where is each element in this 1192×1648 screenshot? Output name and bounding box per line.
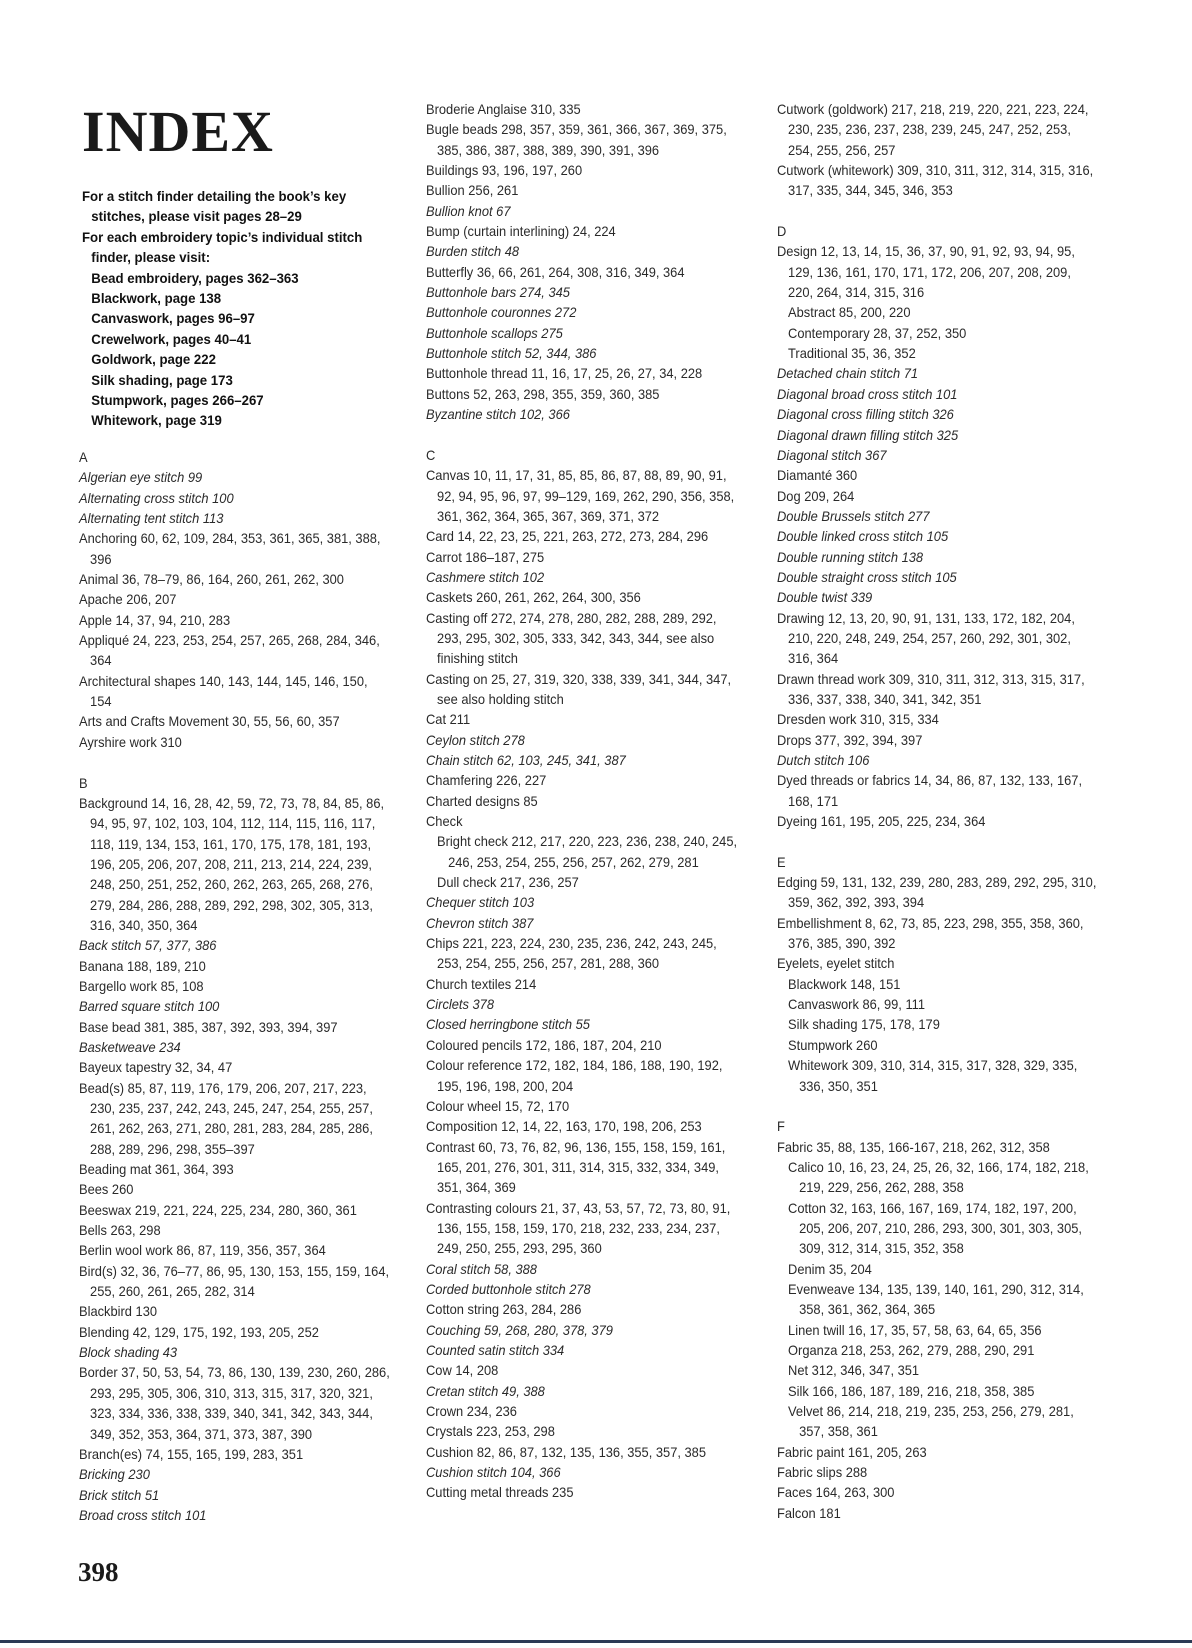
index-entry: Dutch stitch 106 <box>777 752 870 768</box>
finder-line: Whitework, page 319 <box>91 413 222 430</box>
index-entry: Back stitch 57, 377, 386 <box>79 937 217 954</box>
index-subentry: Blackwork 148, 151 <box>788 975 901 992</box>
index-entry: Check <box>426 813 463 830</box>
index-subentry: Whitework 309, 310, 314, 315, 317, 328, 329, 335, 336, 350, 351 <box>788 1057 1078 1094</box>
index-entry: Base bead 381, 385, 387, 392, 393, 394, 397 <box>79 1018 338 1035</box>
index-section <box>777 221 1099 831</box>
index-subentry: Canvaswork 86, 99, 111 <box>788 996 926 1013</box>
finder-line: Goldwork, page 222 <box>91 352 216 369</box>
index-entry: Caskets 260, 261, 262, 264, 300, 356 <box>426 589 641 606</box>
index-entry: Algerian eye stitch 99 <box>79 469 203 486</box>
index-entry: Buttons 52, 263, 298, 355, 359, 360, 385 <box>426 385 660 402</box>
index-section <box>777 852 1099 1096</box>
index-entry: Double running stitch 138 <box>777 548 924 565</box>
index-entry: Contrast 60, 73, 76, 82, 96, 136, 155, 158, 159, 161, 165, 201, 276, 301, 311, 314, 315, 332, 334, 349, 351, 364, 369 <box>426 1138 726 1196</box>
index-entry: Border 37, 50, 53, 54, 73, 86, 130, 139, 230, 260, 286, 293, 295, 305, 306, 310, 313, 315, 317, 320, 321, 323, 334, 336, 338, 339, 340, 341, 342, 343, 344, 349, 352, 353, 364, 371, 373, 387, 390 <box>79 1364 390 1442</box>
index-entry: Berlin wool work 86, 87, 119, 356, 357, 364 <box>79 1242 326 1259</box>
index-entry: Cashmere stitch 102 <box>426 568 545 585</box>
index-entry: Drawing 12, 13, 20, 90, 91, 131, 133, 172, 182, 204, 210, 220, 248, 249, 254, 257, 260, 292, 301, 302, 316, 364 <box>777 609 1075 667</box>
index-entry: Colour wheel 15, 72, 170 <box>426 1097 570 1114</box>
index-entry: Dresden work 310, 315, 334 <box>777 711 939 728</box>
index-section <box>777 1116 1099 1523</box>
index-entry: Byzantine stitch 102, 366 <box>426 406 570 423</box>
section-letter: B <box>79 774 88 791</box>
index-subentry: Calico 10, 16, 23, 24, 25, 26, 32, 166, 174, 182, 218, 219, 229, 256, 262, 288, 358 <box>788 1158 1089 1196</box>
index-entry: Buttonhole stitch 52, 344, 386 <box>426 345 597 362</box>
finder-line: Stumpwork, pages 266–267 <box>91 393 264 410</box>
index-entry: Bricking 230 <box>79 1466 150 1483</box>
index-entry: Cutwork (whitework) 309, 310, 311, 312, 314, 315, 316, 317, 335, 344, 345, 346, 353 <box>777 162 1094 199</box>
index-subentry: Velvet 86, 214, 218, 219, 235, 253, 256, 279, 281, 357, 358, 361 <box>788 1403 1074 1440</box>
index-subentry: Dull check 217, 236, 257 <box>437 874 579 891</box>
index-entry: Basketweave 234 <box>79 1038 181 1055</box>
index-entry: Church textiles 214 <box>426 975 537 992</box>
index-entry: Double straight cross stitch 105 <box>777 568 957 585</box>
finder-line: For a stitch finder detailing the book’s key <box>82 189 347 205</box>
index-entry: Bullion knot 67 <box>426 202 511 219</box>
index-entry: Double linked cross stitch 105 <box>777 528 949 545</box>
index-entry: Bayeux tapestry 32, 34, 47 <box>79 1059 233 1076</box>
index-entry: Chain stitch 62, 103, 245, 341, 387 <box>426 752 626 768</box>
finder-line: For each embroidery topic’s individual stitch <box>82 229 363 246</box>
index-entry: Contrasting colours 21, 37, 43, 53, 57, 72, 73, 80, 91, 136, 155, 158, 159, 170, 218, 232, 233, 234, 237, 249, 250, 255, 293, 295, 360 <box>426 1199 731 1257</box>
finder-line: Crewelwork, pages 40–41 <box>91 331 252 348</box>
index-entry: Coloured pencils 172, 186, 187, 204, 210 <box>426 1036 662 1053</box>
finder-line: Blackwork, page 138 <box>91 291 222 308</box>
index-entry: Coral stitch 58, 388 <box>426 1260 537 1277</box>
index-entry: Canvas 10, 11, 17, 31, 85, 85, 86, 87, 88, 89, 90, 91, 92, 94, 95, 96, 97, 99–129, 169, 262, 290, 356, 358, 361, 362, 364, 365, 367, 369, 371, 372 <box>426 467 735 524</box>
index-entry: Cow 14, 208 <box>426 1362 499 1379</box>
index-entry: Detached chain stitch 71 <box>777 365 919 382</box>
index-subentry: Denim 35, 204 <box>788 1260 872 1277</box>
index-entry: Block shading 43 <box>79 1344 178 1361</box>
index-entry: Diagonal broad cross stitch 101 <box>777 385 958 402</box>
index-entry: Broderie Anglaise 310, 335 <box>426 101 581 117</box>
index-entry: Chequer stitch 103 <box>426 894 535 911</box>
index-section <box>426 445 743 1503</box>
index-entry: Diagonal stitch 367 <box>777 446 887 463</box>
index-entry: Diagonal cross filling stitch 326 <box>777 406 954 423</box>
finder-line: stitches, please visit pages 28–29 <box>91 209 302 226</box>
index-entry: Fabric 35, 88, 135, 166-167, 218, 262, 312, 358 <box>777 1138 1050 1155</box>
bottom-rule <box>0 1640 1192 1643</box>
section-letter: D <box>777 223 787 240</box>
index-subentry: Traditional 35, 36, 352 <box>788 345 916 362</box>
index-entry: Butterfly 36, 66, 261, 264, 308, 316, 349, 364 <box>426 263 685 280</box>
index-entry: Faces 164, 263, 300 <box>777 1484 895 1501</box>
section-letter: A <box>79 449 88 465</box>
index-entry: Brick stitch 51 <box>79 1486 160 1503</box>
index-subentry: Contemporary 28, 37, 252, 350 <box>788 324 967 341</box>
index-entry: Ayrshire work 310 <box>79 733 182 750</box>
index-entry: Branch(es) 74, 155, 165, 199, 283, 351 <box>79 1445 304 1462</box>
index-entry: Bargello work 85, 108 <box>79 977 204 994</box>
index-entry: Banana 188, 189, 210 <box>79 957 206 974</box>
index-entry: Apache 206, 207 <box>79 591 177 608</box>
finder-line: Canvaswork, pages 96–97 <box>91 311 255 328</box>
index-entry: Cat 211 <box>426 711 471 728</box>
index-entry: Cretan stitch 49, 388 <box>426 1382 545 1399</box>
index-entry: Beading mat 361, 364, 393 <box>79 1161 234 1178</box>
index-entry: Bees 260 <box>79 1181 134 1198</box>
index-entry: Bump (curtain interlining) 24, 224 <box>426 223 616 240</box>
index-entry: Crown 234, 236 <box>426 1403 517 1419</box>
index-entry: Architectural shapes 140, 143, 144, 145, 146, 150, 154 <box>79 672 368 710</box>
index-entry: Broad cross stitch 101 <box>79 1506 207 1523</box>
index-subentry: Net 312, 346, 347, 351 <box>788 1362 920 1379</box>
index-entry: Dog 209, 264 <box>777 487 855 504</box>
index-entry: Cutwork (goldwork) 217, 218, 219, 220, 221, 223, 224, 230, 235, 236, 237, 238, 239, 245, 247, 252, 253, 254, 255, 256, 257 <box>777 101 1089 158</box>
index-column-1 <box>79 447 392 1546</box>
index-entry: Counted satin stitch 334 <box>426 1341 565 1358</box>
index-entry: Edging 59, 131, 132, 239, 280, 283, 289, 292, 295, 310, 359, 362, 392, 393, 394 <box>777 874 1097 911</box>
index-entry: Buttonhole thread 11, 16, 17, 25, 26, 27, 34, 228 <box>426 365 703 382</box>
index-entry: Buttonhole couronnes 272 <box>426 304 577 321</box>
index-entry: Composition 12, 14, 22, 163, 170, 198, 206, 253 <box>426 1118 702 1135</box>
index-entry: Fabric paint 161, 205, 263 <box>777 1443 927 1460</box>
index-entry: Closed herringbone stitch 55 <box>426 1016 590 1033</box>
index-entry: Beeswax 219, 221, 224, 225, 234, 280, 360, 361 <box>79 1201 357 1218</box>
index-entry: Embellishment 8, 62, 73, 85, 223, 298, 355, 358, 360, 376, 385, 390, 392 <box>777 914 1084 952</box>
index-entry: Alternating cross stitch 100 <box>79 489 234 506</box>
index-entry: Buildings 93, 196, 197, 260 <box>426 162 583 179</box>
index-column-2 <box>426 99 743 1523</box>
index-column-3 <box>777 99 1099 1543</box>
index-entry: Cutting metal threads 235 <box>426 1484 574 1501</box>
index-subentry: Organza 218, 253, 262, 279, 288, 290, 291 <box>788 1341 1035 1358</box>
index-entry: Chevron stitch 387 <box>426 914 534 931</box>
index-entry: Colour reference 172, 182, 184, 186, 188, 190, 192, 195, 196, 198, 200, 204 <box>426 1057 723 1094</box>
index-entry: Background 14, 16, 28, 42, 59, 72, 73, 78, 84, 85, 86, 94, 95, 97, 102, 103, 104, 112, 114, 115, 116, 117, 118, 119, 134, 153, 161, 170, 175, 178, 181, 193, 196, 205, 206, 207, 208, 211, 213, 214, 224, 239, 248, 250, 251, 252, 260, 262, 263, 265, 268, 276, 279, 284, 286, 288, 289, 292, 298, 302, 305, 313, 316, 340, 350, 364 <box>79 794 385 933</box>
index-entry: Drawn thread work 309, 310, 311, 312, 313, 315, 317, 336, 337, 338, 340, 341, 342, 351 <box>777 670 1085 707</box>
index-entry: Dyed threads or fabrics 14, 34, 86, 87, 132, 133, 167, 168, 171 <box>777 772 1083 809</box>
index-entry: Anchoring 60, 62, 109, 284, 353, 361, 365, 381, 388, 396 <box>79 530 381 567</box>
section-letter: C <box>426 446 436 463</box>
index-entry: Eyelets, eyelet stitch <box>777 955 895 972</box>
index-entry: Casting off 272, 274, 278, 280, 282, 288, 289, 292, 293, 295, 302, 305, 333, 342, 343, 344, see also finishing stitch <box>426 609 717 667</box>
index-section <box>79 773 392 1526</box>
index-entry: Ceylon stitch 278 <box>426 731 525 748</box>
index-entry: Animal 36, 78–79, 86, 164, 260, 261, 262, 300 <box>79 571 344 588</box>
finder-line: finder, please visit: <box>91 250 211 267</box>
index-entry: Diamanté 360 <box>777 467 858 484</box>
index-entry: Blackbird 130 <box>79 1303 158 1320</box>
index-entry: Charted designs 85 <box>426 792 538 809</box>
index-entry: Barred square stitch 100 <box>79 998 220 1015</box>
index-subentry: Abstract 85, 200, 220 <box>788 304 911 321</box>
index-entry: Design 12, 13, 14, 15, 36, 37, 90, 91, 92, 93, 94, 95, 129, 136, 161, 170, 171, 172, 206, 207, 208, 209, 220, 264, 314, 315, 316 <box>777 243 1075 301</box>
finder-line: Silk shading, page 173 <box>91 372 233 389</box>
section-letter: F <box>777 1118 785 1135</box>
index-section <box>79 447 392 752</box>
index-entry: Bead(s) 85, 87, 119, 176, 179, 206, 207, 217, 223, 230, 235, 237, 242, 243, 245, 247, 254, 255, 257, 261, 262, 263, 271, 280, 281, 283, 284, 285, 286, 288, 289, 296, 298, 355–397 <box>79 1079 373 1157</box>
index-entry: Alternating tent stitch 113 <box>79 510 224 527</box>
index-entry: Bullion 256, 261 <box>426 182 519 199</box>
index-entry: Cotton string 263, 284, 286 <box>426 1301 582 1318</box>
index-subentry: Stumpwork 260 <box>788 1036 878 1053</box>
index-subentry: Cotton 32, 163, 166, 167, 169, 174, 182, 197, 200, 205, 206, 207, 210, 286, 293, 300, 301, 303, 305, 309, 312, 314, 315, 352, 358 <box>788 1199 1082 1257</box>
index-entry: Appliqué 24, 223, 253, 254, 257, 265, 268, 284, 346, 364 <box>79 632 380 669</box>
index-entry: Card 14, 22, 23, 25, 221, 263, 272, 273, 284, 296 <box>426 528 709 545</box>
index-entry: Chips 221, 223, 224, 230, 235, 236, 242, 243, 245, 253, 254, 255, 256, 257, 281, 288, 360 <box>426 935 717 972</box>
index-entry: Chamfering 226, 227 <box>426 772 547 789</box>
index-section <box>426 99 743 425</box>
index-entry: Cushion 82, 86, 87, 132, 135, 136, 355, 357, 385 <box>426 1443 707 1460</box>
index-subentry: Silk shading 175, 178, 179 <box>788 1016 940 1033</box>
index-entry: Casting on 25, 27, 319, 320, 338, 339, 341, 344, 347, see also holding stitch <box>426 670 732 707</box>
index-subentry: Linen twill 16, 17, 35, 57, 58, 63, 64, 65, 356 <box>788 1321 1042 1338</box>
index-subentry: Silk 166, 186, 187, 189, 216, 218, 358, 385 <box>788 1382 1035 1399</box>
index-entry: Buttonhole scallops 275 <box>426 324 563 341</box>
index-entry: Couching 59, 268, 280, 378, 379 <box>426 1321 613 1338</box>
index-entry: Buttonhole bars 274, 345 <box>426 284 570 301</box>
index-subentry: Bright check 212, 217, 220, 223, 236, 238, 240, 245, 246, 253, 254, 255, 256, 257, 262, 279, 281 <box>437 833 738 870</box>
index-entry: Arts and Crafts Movement 30, 55, 56, 60, 357 <box>79 713 340 730</box>
index-entry: Cushion stitch 104, 366 <box>426 1464 561 1481</box>
page-title: INDEX <box>82 99 274 164</box>
index-entry: Dyeing 161, 195, 205, 225, 234, 364 <box>777 813 986 830</box>
index-entry: Corded buttonhole stitch 278 <box>426 1280 591 1297</box>
index-entry: Carrot 186–187, 275 <box>426 548 545 565</box>
index-entry: Fabric slips 288 <box>777 1464 868 1481</box>
index-entry: Bells 263, 298 <box>79 1222 161 1239</box>
index-subentry: Evenweave 134, 135, 139, 140, 161, 290, 312, 314, 358, 361, 362, 364, 365 <box>788 1280 1084 1318</box>
index-entry: Crystals 223, 253, 298 <box>426 1423 555 1440</box>
index-entry: Double Brussels stitch 277 <box>777 507 930 524</box>
stitch-finder-note <box>82 187 380 432</box>
index-entry: Drops 377, 392, 394, 397 <box>777 731 923 748</box>
index-entry: Double twist 339 <box>777 589 873 606</box>
page-number: 398 <box>78 1557 119 1587</box>
index-entry: Blending 42, 129, 175, 192, 193, 205, 252 <box>79 1323 319 1340</box>
index-entry: Falcon 181 <box>777 1504 841 1521</box>
index-entry: Circlets 378 <box>426 996 495 1013</box>
index-entry: Diagonal drawn filling stitch 325 <box>777 426 959 443</box>
index-section <box>777 99 1099 201</box>
finder-line: Bead embroidery, pages 362–363 <box>91 270 299 287</box>
index-entry: Bird(s) 32, 36, 76–77, 86, 95, 130, 153, 155, 159, 164, 255, 260, 261, 265, 282, 314 <box>79 1262 390 1300</box>
section-letter: E <box>777 853 786 870</box>
index-entry: Burden stitch 48 <box>426 243 520 260</box>
index-entry: Bugle beads 298, 357, 359, 361, 366, 367, 369, 375, 385, 386, 387, 388, 389, 390, 391, 396 <box>426 121 727 158</box>
index-entry: Apple 14, 37, 94, 210, 283 <box>79 611 231 628</box>
